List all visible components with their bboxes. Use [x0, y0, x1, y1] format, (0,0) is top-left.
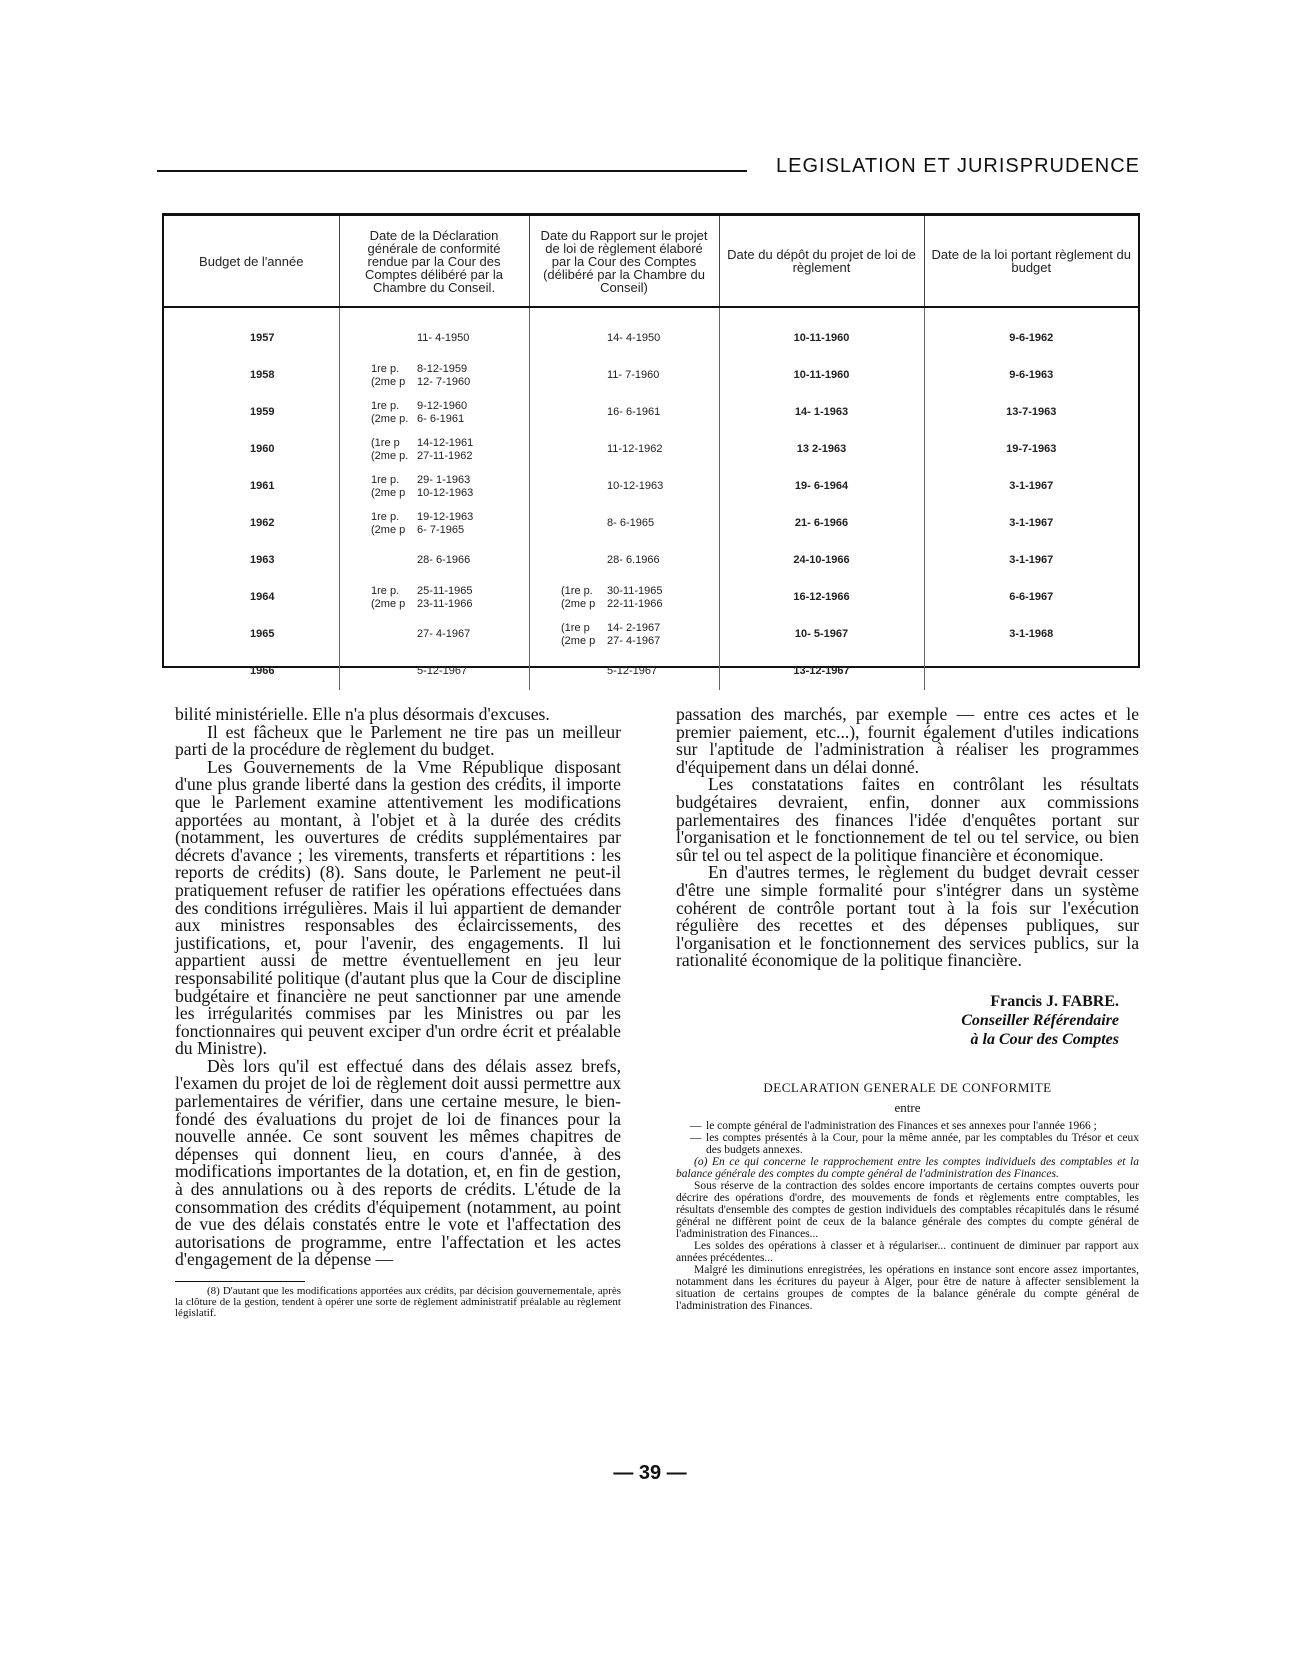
cell-prefix: (2me p: [371, 375, 406, 388]
cell-declaration: [339, 307, 529, 357]
cell-prefix: (1re p: [561, 621, 590, 634]
cell-year: 1961: [250, 480, 275, 492]
cell-date: 6- 7-1965: [417, 523, 465, 536]
cell-prefix: 1re p.: [371, 584, 400, 597]
right-paragraph: passation des marchés, par exemple — entre ces actes et le premier paiement, etc...), fournit également d'utiles indications sur l'aptitude de l'administration à réaliser les programmes d'équipement dans un délai donné.: [676, 704, 1139, 777]
cell-depot: 21- 6-1966: [719, 505, 924, 542]
declaration-title: DECLARATION GENERALE DE CONFORMITE: [763, 1079, 1052, 1095]
cell-line: [534, 406, 715, 419]
cell-line: [534, 332, 715, 345]
cell-loi: 3-1-1967: [924, 542, 1138, 579]
cell-year: 1959: [250, 406, 275, 418]
cell-line: [534, 443, 715, 456]
cell-line: [534, 665, 715, 678]
cell-date: 16- 6-1961: [607, 406, 661, 418]
cell-year: 1966: [250, 665, 275, 677]
cell-year: 1960: [250, 443, 275, 455]
cell-line: [344, 511, 525, 524]
cell-date: 14- 4-1950: [607, 332, 661, 344]
table-row: [164, 616, 1138, 653]
cell-line: [534, 480, 715, 493]
cell-prefix: (2me p: [371, 597, 406, 610]
cell-declaration: [339, 505, 529, 542]
signature-name: Francis J. FABRE.: [990, 992, 1119, 1010]
cell-line: [534, 635, 715, 648]
cell-date: 8-12-1959: [417, 362, 468, 375]
cell-date: 10-12-1963: [607, 480, 664, 492]
cell-line: [344, 554, 525, 567]
cell-prefix: (2me p: [371, 523, 406, 536]
page-number: — 39 —: [613, 1462, 687, 1484]
table-header-row: [164, 216, 1138, 307]
cell-loi: 9-6-1963: [924, 357, 1138, 394]
cell-date: 29- 1-1963: [417, 473, 471, 486]
cell-line: [344, 400, 525, 413]
cell-date: 28- 6-1966: [417, 554, 471, 566]
header-declaration-date: Date de la Déclaration générale de conformité rendue par la Cour des Comptes délibéré par la Chambre du Conseil.: [339, 216, 529, 307]
cell-date: 11- 4-1950: [417, 332, 470, 344]
declaration-item: — les comptes présentés à la Cour, pour la même année, par les comptables du Trésor et ceux des budgets annexes.: [676, 1132, 1139, 1156]
cell-line: [534, 517, 715, 530]
table-row: [164, 357, 1138, 394]
cell-date: 27- 4-1967: [417, 628, 471, 640]
declaration-paragraph: Sous réserve de la contraction des soldes encore importants de certains comptes ouverts pour décrire des opérations d'ordre, des mouvements de fonds et règlements entre comptables, les résultats d'ensemble des comptes de gestion individuels des comptables récapitulés dans le résumé général ne diffèrent point de ceux de la balance générale des comptes du compte général de l'administration des Finances...: [676, 1180, 1139, 1241]
cell-line: [344, 524, 525, 537]
cell-prefix: (2me p.: [371, 412, 409, 425]
cell-date: 23-11-1966: [417, 597, 473, 610]
cell-date: 30-11-1965: [607, 584, 663, 597]
cell-date: 14-12-1961: [417, 436, 474, 449]
cell-prefix: 1re p.: [371, 362, 400, 375]
cell-prefix: (2me p.: [371, 449, 409, 462]
cell-loi: 19-7-1963: [924, 431, 1138, 468]
cell-date: 10-12-1963: [417, 486, 474, 499]
cell-declaration: [339, 542, 529, 579]
cell-depot: 24-10-1966: [719, 542, 924, 579]
cell-date: 11-12-1962: [607, 443, 663, 455]
cell-line: [344, 450, 525, 463]
cell-line: [534, 622, 715, 635]
cell-loi: 6-6-1967: [924, 579, 1138, 616]
cell-loi: 3-1-1968: [924, 616, 1138, 653]
cell-date: 27-11-1962: [417, 449, 473, 462]
signature-title-line2: à la Cour des Comptes: [970, 1030, 1119, 1048]
cell-depot: 10- 5-1967: [719, 616, 924, 653]
cell-line: [344, 628, 525, 641]
cell-line: [534, 369, 715, 382]
cell-prefix: 1re p.: [371, 510, 400, 523]
cell-declaration: [339, 468, 529, 505]
table-row: [164, 542, 1138, 579]
cell-line: [344, 413, 525, 426]
right-column: [676, 706, 1139, 1312]
cell-declaration: [339, 653, 529, 690]
cell-line: [344, 598, 525, 611]
table-row: [164, 653, 1138, 690]
cell-date: 5-12-1967: [417, 665, 468, 677]
cell-date: 9-12-1960: [417, 399, 468, 412]
cell-line: [344, 437, 525, 450]
cell-prefix: (1re p: [371, 436, 400, 449]
left-paragraph: bilité ministérielle. Elle n'a plus désormais d'excuses.: [175, 704, 550, 724]
right-paragraph: En d'autres termes, le règlement du budget devrait cesser d'être une simple formalité pour s'intégrer dans un système cohérent de contrôle portant tout à la fois sur l'exécution régulière des recettes et des dépenses publiques, sur l'organisation et le fonctionnement des services publics, sur la rationalité économique de la politique financière.: [676, 862, 1139, 971]
table-row: [164, 431, 1138, 468]
cell-date: 22-11-1966: [607, 597, 663, 610]
cell-rapport: [529, 653, 719, 690]
cell-line: [344, 363, 525, 376]
cell-date: 5-12-1967: [607, 665, 658, 677]
cell-year: 1964: [250, 591, 275, 603]
left-paragraph: Dès lors qu'il est effectué dans des délais assez brefs, l'examen du projet de loi de règlement doit aussi permettre aux parlementaires de vérifier, dans une certaine mesure, le bien-fondé des évaluations du projet de loi de finances pour la nouvelle année. Ce sont souvent les mêmes chapitres de dépenses qui donnent lieu, en cours d'année, à des modifications importantes de la dotation, et, en fin de gestion, à des annulations ou à des reports de crédits. L'étude de la consommation des crédits d'équipement (notamment, au point de vue des délais constatés entre le vote et l'affectation des autorisations de programme, entre l'affectation et les actes d'engagement de la dépense —: [175, 1055, 621, 1270]
table-row: [164, 468, 1138, 505]
cell-prefix: 1re p.: [371, 473, 400, 486]
declaration-note: (o) En ce qui concerne le rapprochement entre les comptes individuels des comptables et la balance générale des comptes du compte général de l'administration des Finances.: [676, 1156, 1139, 1181]
cell-rapport: [529, 579, 719, 616]
cell-date: 11- 7-1960: [607, 369, 660, 381]
cell-depot: 10-11-1960: [719, 357, 924, 394]
cell-rapport: [529, 357, 719, 394]
cell-prefix: (2me p: [561, 634, 596, 647]
cell-loi: 3-1-1967: [924, 505, 1138, 542]
declaration-item: — le compte général de l'administration des Finances et ses annexes pour l'année 1966 ;: [676, 1120, 1139, 1132]
cell-loi: 9-6-1962: [924, 307, 1138, 357]
cell-prefix: (2me p: [371, 486, 406, 499]
cell-date: 27- 4-1967: [607, 634, 661, 647]
cell-rapport: [529, 542, 719, 579]
cell-prefix: (2me p: [561, 597, 596, 610]
cell-date: 28- 6.1966: [607, 554, 660, 566]
cell-declaration: [339, 357, 529, 394]
cell-year: 1965: [250, 628, 275, 640]
declaration-paragraph: Les soldes des opérations à classer et à régulariser... continuent de diminuer par rapport aux années précédentes...: [676, 1240, 1139, 1265]
cell-rapport: [529, 616, 719, 653]
cell-date: 25-11-1965: [417, 584, 473, 597]
declaration-paragraph: Malgré les diminutions enregistrées, les opérations en instance sont encore assez importantes, notamment dans les écritures du payeur à Alger, pour être de nature à affecter sensiblement la situation de certains groupes de comptes de la balance générale du compte général de l'administration des Finances.: [676, 1264, 1139, 1313]
cell-date: 12- 7-1960: [417, 375, 471, 388]
left-column: [175, 706, 621, 1319]
cell-depot: 16-12-1966: [719, 579, 924, 616]
cell-loi: 3-1-1967: [924, 468, 1138, 505]
cell-year: 1962: [250, 517, 275, 529]
cell-rapport: [529, 468, 719, 505]
cell-date: 8- 6-1965: [607, 517, 655, 529]
running-head: LEGISLATION ET JURISPRUDENCE: [776, 155, 1140, 177]
cell-line: [344, 487, 525, 500]
cell-prefix: 1re p.: [371, 399, 400, 412]
cell-line: [344, 585, 525, 598]
cell-rapport: [529, 307, 719, 357]
cell-date: 6- 6-1961: [417, 412, 465, 425]
cell-declaration: [339, 394, 529, 431]
declaration-body: [676, 1120, 1139, 1312]
cell-loi: [924, 653, 1138, 690]
cell-line: [344, 376, 525, 389]
header-depot-date: Date du dépôt du projet de loi de règlement: [719, 216, 924, 307]
footnote-rule: [175, 1281, 305, 1282]
cell-line: [534, 554, 715, 567]
cell-line: [344, 332, 525, 345]
cell-depot: 13 2-1963: [719, 431, 924, 468]
cell-declaration: [339, 579, 529, 616]
cell-date: 19-12-1963: [417, 510, 474, 523]
cell-depot: 19- 6-1964: [719, 468, 924, 505]
left-paragraph: Il est fâcheux que le Parlement ne tire pas un meilleur parti de la procédure de règlement du budget.: [175, 721, 621, 760]
table-body: [164, 307, 1138, 690]
declaration-subtitle: entre: [894, 1099, 921, 1115]
cell-date: 14- 2-1967: [607, 621, 661, 634]
cell-year: 1958: [250, 369, 275, 381]
header-budget-year: Budget de l'année: [164, 216, 339, 307]
right-paragraph: Les constatations faites en contrôlant les résultats budgétaires devraient, enfin, donner aux commissions parlementaires des finances l'idée d'enquêtes portant sur l'organisation et le fonctionnement de tel ou tel service, ou bien sûr tel ou tel aspect de la politique financière et économique.: [676, 774, 1139, 865]
signature-title-line1: Conseiller Référendaire: [961, 1011, 1119, 1029]
cell-rapport: [529, 394, 719, 431]
cell-prefix: (1re p.: [561, 584, 593, 597]
header-loi-date: Date de la loi portant règlement du budget: [924, 216, 1138, 307]
cell-year: 1957: [250, 332, 275, 344]
left-paragraph: Les Gouvernements de la Vme République disposant d'une plus grande liberté dans la gestion des crédits, il importe que le Parlement examine attentivement les modifications apportées au montant, à l'objet et à la durée des crédits (notamment, les ouvertures de crédits supplémentaires par décrets d'avance ; les virements, transferts et répartitions : les reports de crédits) (8). Sans doute, le Parlement ne peut-il pratiquement refuser de ratifier les opérations effectuées dans des conditions irrégulières. Mais il lui appartient de demander aux ministres responsables des éclaircissements, des justifications, et, pour l'avenir, des engagements. Il lui appartient aussi de mettre éventuellement en jeu leur responsabilité politique (d'autant plus que la Cour de discipline budgétaire et financière ne peut sanctionner par une amende les irrégularités commises par les Ministres ou par les fonctionnaires qui peuvent exciper d'un ordre écrit et préalable du Ministre).: [175, 756, 621, 1059]
cell-line: [534, 585, 715, 598]
cell-depot: 10-11-1960: [719, 307, 924, 357]
cell-year: 1963: [250, 554, 275, 566]
header-rule: [157, 170, 747, 172]
cell-line: [534, 598, 715, 611]
header-rapport-date: Date du Rapport sur le projet de loi de règlement élaboré par la Cour des Comptes (délibéré par la Chambre du Conseil): [529, 216, 719, 307]
cell-declaration: [339, 616, 529, 653]
table-row: [164, 579, 1138, 616]
cell-loi: 13-7-1963: [924, 394, 1138, 431]
footnote: (8) D'autant que les modifications apportées aux crédits, par décision gouvernementale, après la clôture de la gestion, tendent à opérer une sorte de règlement administratif préalable au règlement législatif.: [175, 1285, 621, 1319]
table-row: [164, 307, 1138, 357]
table-row: [164, 394, 1138, 431]
cell-rapport: [529, 431, 719, 468]
signature: [676, 992, 1139, 1049]
cell-depot: 14- 1-1963: [719, 394, 924, 431]
cell-line: [344, 474, 525, 487]
budget-table: [162, 213, 1140, 677]
cell-depot: 13-12-1967: [719, 653, 924, 690]
cell-rapport: [529, 505, 719, 542]
cell-line: [344, 665, 525, 678]
cell-declaration: [339, 431, 529, 468]
table-row: [164, 505, 1138, 542]
